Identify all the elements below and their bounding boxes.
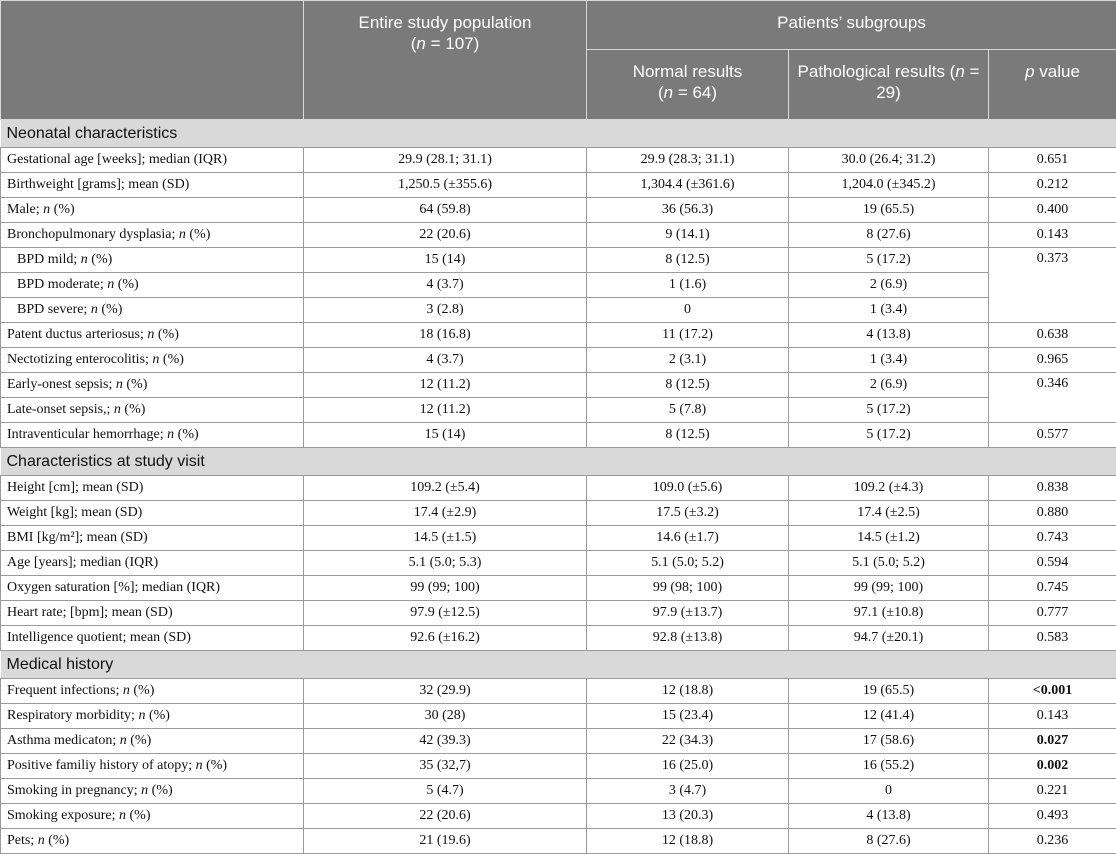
- table-row: [1, 754, 1116, 779]
- row-label: Weight [kg]; mean (SD): [1, 501, 304, 526]
- normal-value: 16 (25.0): [587, 754, 789, 779]
- header-normal-label: Normal results: [588, 61, 787, 82]
- table-body: [1, 120, 1116, 854]
- normal-value: 109.0 (±5.6): [587, 476, 789, 501]
- header-subgroups: Patients’ subgroups: [587, 1, 1116, 50]
- p-value: 0.577: [989, 423, 1116, 448]
- table-row: [1, 829, 1116, 854]
- table-row: [1, 323, 1116, 348]
- section-title: Medical history: [1, 651, 1116, 679]
- table-row: [1, 173, 1116, 198]
- section-title: Characteristics at study visit: [1, 448, 1116, 476]
- entire-value: 18 (16.8): [304, 323, 587, 348]
- row-label: Patent ductus arteriosus; n (%): [1, 323, 304, 348]
- p-value: 0.651: [989, 148, 1116, 173]
- row-label: Early-onest sepsis; n (%): [1, 373, 304, 398]
- p-value: 0.236: [989, 829, 1116, 854]
- row-label: Gestational age [weeks]; median (IQR): [1, 148, 304, 173]
- normal-value: 2 (3.1): [587, 348, 789, 373]
- normal-value: 11 (17.2): [587, 323, 789, 348]
- p-value: 0.002: [989, 754, 1116, 779]
- pathological-value: 12 (41.4): [789, 704, 989, 729]
- pathological-value: 17 (58.6): [789, 729, 989, 754]
- row-label: Intelligence quotient; mean (SD): [1, 626, 304, 651]
- normal-value: 1 (1.6): [587, 273, 789, 298]
- p-value: 0.965: [989, 348, 1116, 373]
- row-label: BPD mild; n (%): [1, 248, 304, 273]
- entire-value: 3 (2.8): [304, 298, 587, 323]
- p-value: 0.638: [989, 323, 1116, 348]
- p-value: 0.745: [989, 576, 1116, 601]
- row-label: BPD moderate; n (%): [1, 273, 304, 298]
- normal-value: 0: [587, 298, 789, 323]
- normal-value: 36 (56.3): [587, 198, 789, 223]
- pathological-value: 5.1 (5.0; 5.2): [789, 551, 989, 576]
- normal-value: 17.5 (±3.2): [587, 501, 789, 526]
- pathological-value: 8 (27.6): [789, 223, 989, 248]
- table-row: [1, 804, 1116, 829]
- pathological-value: 97.1 (±10.8): [789, 601, 989, 626]
- entire-value: 1,250.5 (±355.6): [304, 173, 587, 198]
- p-value: 0.221: [989, 779, 1116, 804]
- row-label: Respiratory morbidity; n (%): [1, 704, 304, 729]
- p-value: 0.373: [989, 248, 1116, 323]
- entire-value: 109.2 (±5.4): [304, 476, 587, 501]
- pathological-value: 19 (65.5): [789, 198, 989, 223]
- table-row: [1, 704, 1116, 729]
- table-row: [1, 476, 1116, 501]
- row-label: Height [cm]; mean (SD): [1, 476, 304, 501]
- entire-value: 15 (14): [304, 423, 587, 448]
- row-label: Age [years]; median (IQR): [1, 551, 304, 576]
- normal-value: 14.6 (±1.7): [587, 526, 789, 551]
- entire-value: 21 (19.6): [304, 829, 587, 854]
- row-label: Asthma medicaton; n (%): [1, 729, 304, 754]
- p-value: 0.143: [989, 704, 1116, 729]
- row-label: Birthweight [grams]; mean (SD): [1, 173, 304, 198]
- row-label: Frequent infections; n (%): [1, 679, 304, 704]
- pathological-value: 1,204.0 (±345.2): [789, 173, 989, 198]
- p-value: 0.212: [989, 173, 1116, 198]
- row-label: Heart rate; [bpm]; mean (SD): [1, 601, 304, 626]
- pathological-value: 8 (27.6): [789, 829, 989, 854]
- table-row: [1, 729, 1116, 754]
- pathological-value: 16 (55.2): [789, 754, 989, 779]
- entire-value: 17.4 (±2.9): [304, 501, 587, 526]
- pathological-value: 14.5 (±1.2): [789, 526, 989, 551]
- table-row: [1, 198, 1116, 223]
- entire-value: 5.1 (5.0; 5.3): [304, 551, 587, 576]
- section-header: [1, 120, 1116, 148]
- normal-value: 8 (12.5): [587, 373, 789, 398]
- table-row: [1, 779, 1116, 804]
- normal-value: 12 (18.8): [587, 679, 789, 704]
- p-value: 0.777: [989, 601, 1116, 626]
- table-row: [1, 348, 1116, 373]
- pathological-value: 0: [789, 779, 989, 804]
- table-row: [1, 626, 1116, 651]
- entire-value: 92.6 (±16.2): [304, 626, 587, 651]
- header-normal-n: (n = 64): [588, 82, 787, 103]
- table-row: [1, 423, 1116, 448]
- p-value: 0.583: [989, 626, 1116, 651]
- pathological-value: 1 (3.4): [789, 348, 989, 373]
- entire-value: 30 (28): [304, 704, 587, 729]
- row-label: Oxygen saturation [%]; median (IQR): [1, 576, 304, 601]
- p-value: 0.743: [989, 526, 1116, 551]
- row-label: Smoking exposure; n (%): [1, 804, 304, 829]
- header-corner: [1, 1, 304, 120]
- entire-value: 35 (32,7): [304, 754, 587, 779]
- pathological-value: 5 (17.2): [789, 423, 989, 448]
- table-row: [1, 298, 1116, 323]
- pathological-value: 30.0 (26.4; 31.2): [789, 148, 989, 173]
- row-label: Late-onset sepsis,; n (%): [1, 398, 304, 423]
- p-value: 0.027: [989, 729, 1116, 754]
- normal-value: 12 (18.8): [587, 829, 789, 854]
- p-value: <0.001: [989, 679, 1116, 704]
- header-pathological-results: Pathological results (n = 29): [789, 50, 989, 120]
- entire-value: 12 (11.2): [304, 398, 587, 423]
- table-row: [1, 273, 1116, 298]
- entire-value: 4 (3.7): [304, 273, 587, 298]
- header-entire-n: (n = 107): [305, 33, 585, 54]
- pathological-value: 1 (3.4): [789, 298, 989, 323]
- table-row: [1, 526, 1116, 551]
- normal-value: 22 (34.3): [587, 729, 789, 754]
- p-value: 0.594: [989, 551, 1116, 576]
- entire-value: 32 (29.9): [304, 679, 587, 704]
- table-row: [1, 398, 1116, 423]
- pathological-value: 4 (13.8): [789, 323, 989, 348]
- entire-value: 42 (39.3): [304, 729, 587, 754]
- p-value: 0.493: [989, 804, 1116, 829]
- normal-value: 97.9 (±13.7): [587, 601, 789, 626]
- section-title: Neonatal characteristics: [1, 120, 1116, 148]
- row-label: Nectotizing enterocolitis; n (%): [1, 348, 304, 373]
- p-value: 0.346: [989, 373, 1116, 423]
- normal-value: 92.8 (±13.8): [587, 626, 789, 651]
- section-header: [1, 651, 1116, 679]
- table-row: [1, 679, 1116, 704]
- pathological-value: 99 (99; 100): [789, 576, 989, 601]
- entire-value: 14.5 (±1.5): [304, 526, 587, 551]
- entire-value: 15 (14): [304, 248, 587, 273]
- normal-value: 29.9 (28.3; 31.1): [587, 148, 789, 173]
- row-label: Bronchopulmonary dysplasia; n (%): [1, 223, 304, 248]
- entire-value: 99 (99; 100): [304, 576, 587, 601]
- table-row: [1, 223, 1116, 248]
- entire-value: 22 (20.6): [304, 804, 587, 829]
- entire-value: 97.9 (±12.5): [304, 601, 587, 626]
- header-entire-label: Entire study population: [305, 12, 585, 33]
- p-value: 0.838: [989, 476, 1116, 501]
- pathological-value: 94.7 (±20.1): [789, 626, 989, 651]
- entire-value: 64 (59.8): [304, 198, 587, 223]
- table-row: [1, 601, 1116, 626]
- normal-value: 99 (98; 100): [587, 576, 789, 601]
- row-label: Positive familiy history of atopy; n (%): [1, 754, 304, 779]
- table-row: [1, 373, 1116, 398]
- pathological-value: 17.4 (±2.5): [789, 501, 989, 526]
- pathological-value: 2 (6.9): [789, 273, 989, 298]
- entire-value: 12 (11.2): [304, 373, 587, 398]
- normal-value: 3 (4.7): [587, 779, 789, 804]
- row-label: Male; n (%): [1, 198, 304, 223]
- row-label: BMI [kg/m²]; mean (SD): [1, 526, 304, 551]
- header-normal-results: [587, 50, 789, 120]
- table-row: [1, 551, 1116, 576]
- normal-value: 8 (12.5): [587, 248, 789, 273]
- header-entire-population: [304, 1, 587, 120]
- table-row: [1, 248, 1116, 273]
- row-label: Smoking in pregnancy; n (%): [1, 779, 304, 804]
- pathological-value: 4 (13.8): [789, 804, 989, 829]
- normal-value: 15 (23.4): [587, 704, 789, 729]
- entire-value: 4 (3.7): [304, 348, 587, 373]
- row-label: BPD severe; n (%): [1, 298, 304, 323]
- table-row: [1, 576, 1116, 601]
- normal-value: 1,304.4 (±361.6): [587, 173, 789, 198]
- pathological-value: 5 (17.2): [789, 248, 989, 273]
- normal-value: 5 (7.8): [587, 398, 789, 423]
- entire-value: 29.9 (28.1; 31.1): [304, 148, 587, 173]
- table-row: [1, 501, 1116, 526]
- normal-value: 5.1 (5.0; 5.2): [587, 551, 789, 576]
- entire-value: 5 (4.7): [304, 779, 587, 804]
- pathological-value: 5 (17.2): [789, 398, 989, 423]
- pathological-value: 19 (65.5): [789, 679, 989, 704]
- table-row: [1, 148, 1116, 173]
- row-label: Intraventicular hemorrhage; n (%): [1, 423, 304, 448]
- pathological-value: 109.2 (±4.3): [789, 476, 989, 501]
- entire-value: 22 (20.6): [304, 223, 587, 248]
- p-value: 0.400: [989, 198, 1116, 223]
- p-value: 0.143: [989, 223, 1116, 248]
- normal-value: 13 (20.3): [587, 804, 789, 829]
- p-value: 0.880: [989, 501, 1116, 526]
- pathological-value: 2 (6.9): [789, 373, 989, 398]
- row-label: Pets; n (%): [1, 829, 304, 854]
- normal-value: 9 (14.1): [587, 223, 789, 248]
- header-p-value: p value: [989, 50, 1116, 120]
- normal-value: 8 (12.5): [587, 423, 789, 448]
- section-header: [1, 448, 1116, 476]
